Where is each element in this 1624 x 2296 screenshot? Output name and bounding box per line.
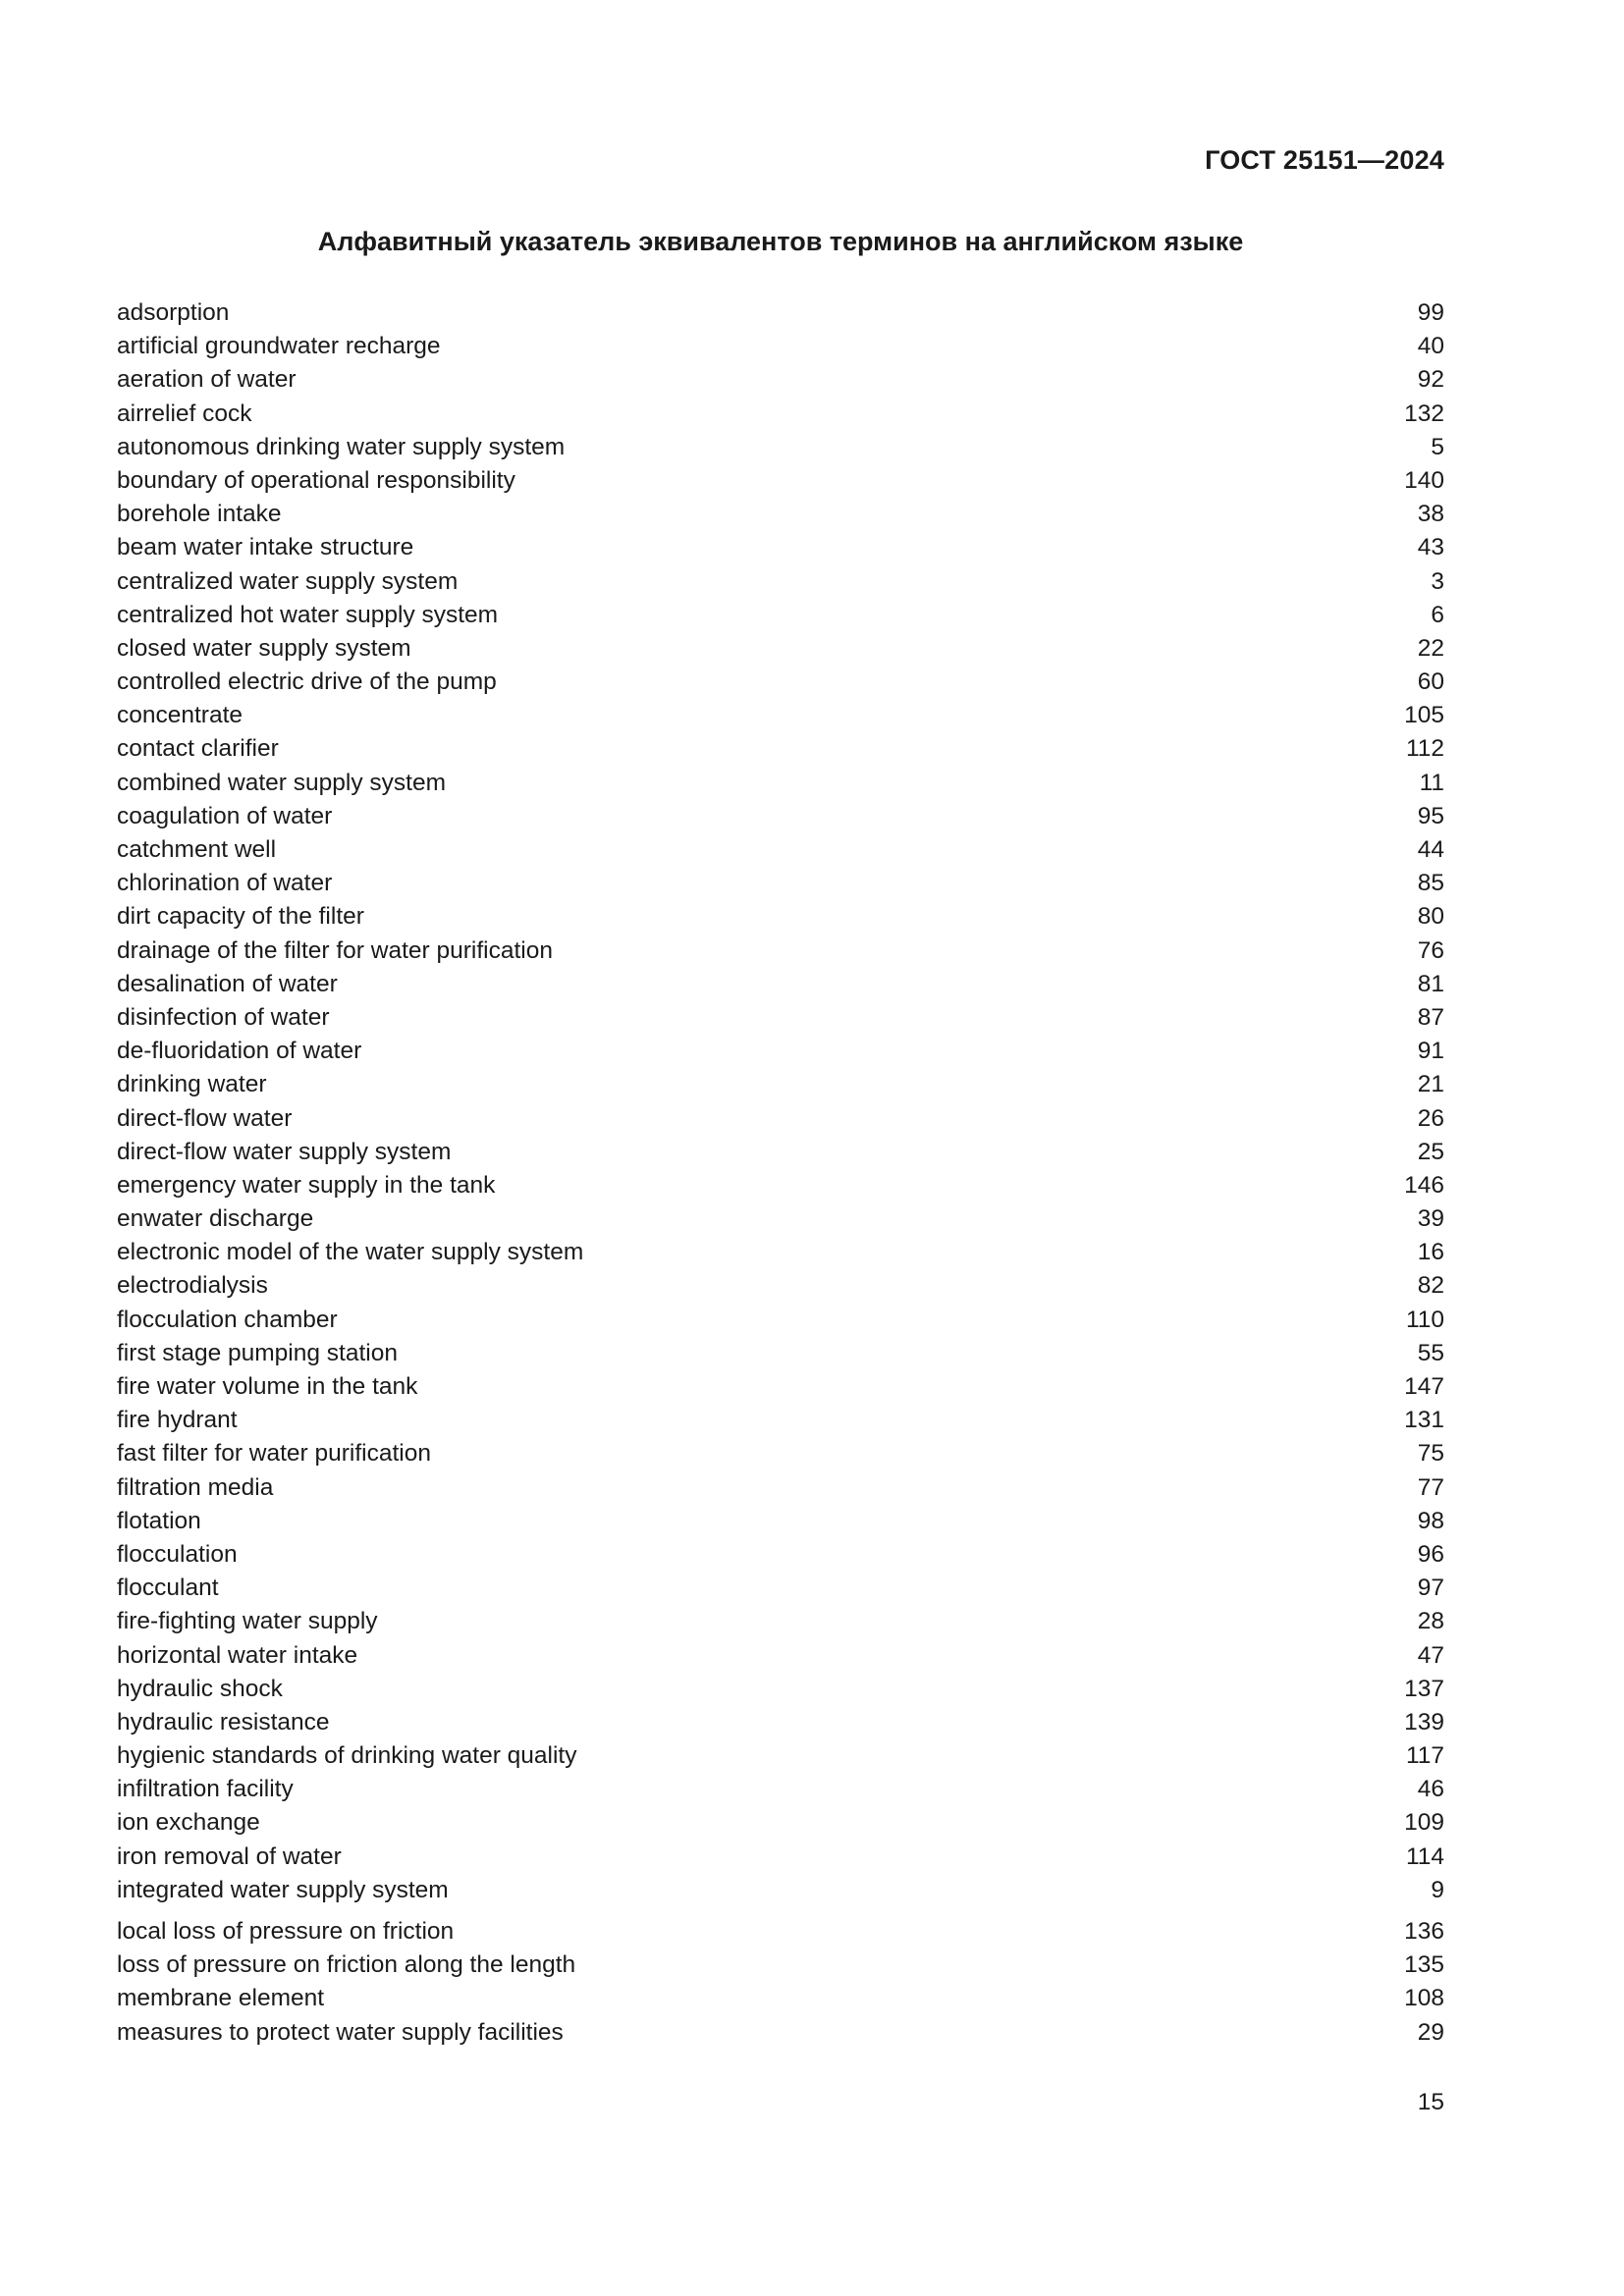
index-term-number: 5 [1431, 433, 1444, 460]
index-entry [117, 1806, 1444, 1840]
index-entry [117, 2016, 1444, 2050]
index-term-number: 28 [1417, 1608, 1444, 1635]
index-term: catchment well [117, 836, 277, 863]
index-term: controlled electric drive of the pump [117, 668, 497, 696]
index-entry [117, 1874, 1444, 1907]
index-term-number: 25 [1417, 1138, 1444, 1165]
index-term-number: 81 [1417, 970, 1444, 997]
index-term-number: 105 [1404, 702, 1444, 729]
index-term-number: 140 [1404, 466, 1444, 494]
index-entry [117, 968, 1444, 1001]
index-entry [117, 666, 1444, 699]
index-entry [117, 363, 1444, 397]
index-entry [117, 1236, 1444, 1269]
index-term-number: 146 [1404, 1171, 1444, 1199]
index-term: disinfection of water [117, 1003, 330, 1031]
index-term-number: 43 [1417, 534, 1444, 561]
index-term-number: 112 [1405, 735, 1444, 763]
index-entry [117, 1304, 1444, 1337]
index-entry [117, 1169, 1444, 1202]
index-entry [117, 1706, 1444, 1739]
index-term: beam water intake structure [117, 534, 414, 561]
index-term: flocculant [117, 1575, 219, 1602]
index-entry [117, 934, 1444, 968]
index-entry [117, 1035, 1444, 1068]
index-term-number: 40 [1417, 333, 1444, 360]
index-term-number: 9 [1431, 1876, 1444, 1903]
index-term: fire-fighting water supply [117, 1608, 378, 1635]
index-term-number: 91 [1417, 1038, 1444, 1065]
index-entry [117, 800, 1444, 833]
index-term: electronic model of the water supply system [117, 1239, 584, 1266]
index-entry [117, 1673, 1444, 1706]
term-index-list [117, 296, 1444, 2050]
index-term: direct-flow water supply system [117, 1138, 452, 1165]
index-term-number: 108 [1404, 1985, 1444, 2012]
index-term: centralized water supply system [117, 567, 459, 595]
index-term: closed water supply system [117, 634, 411, 662]
index-term-number: 132 [1404, 400, 1444, 427]
index-term-number: 96 [1417, 1540, 1444, 1568]
index-entry [117, 1949, 1444, 1982]
index-term: aeration of water [117, 366, 297, 394]
index-term: chlorination of water [117, 870, 333, 897]
index-term: autonomous drinking water supply system [117, 433, 566, 460]
index-term-number: 76 [1417, 936, 1444, 964]
index-entry [117, 1001, 1444, 1035]
index-entry [117, 531, 1444, 564]
index-entry [117, 900, 1444, 934]
index-term-number: 85 [1417, 870, 1444, 897]
page-number: 15 [1417, 2089, 1444, 2115]
index-term-number: 3 [1431, 567, 1444, 595]
index-term-number: 11 [1419, 769, 1444, 796]
index-entry [117, 867, 1444, 900]
index-term-number: 22 [1417, 634, 1444, 662]
index-term: infiltration facility [117, 1776, 294, 1803]
index-term-number: 38 [1417, 501, 1444, 528]
index-term-number: 136 [1404, 1918, 1444, 1945]
index-term-number: 97 [1417, 1575, 1444, 1602]
index-term: loss of pressure on friction along the length [117, 1951, 576, 1979]
index-term: fire hydrant [117, 1407, 238, 1434]
index-term-number: 77 [1417, 1473, 1444, 1501]
index-title: Алфавитный указатель эквивалентов терминов на английском языке [317, 227, 1244, 256]
index-term: filtration media [117, 1473, 274, 1501]
index-entry [117, 498, 1444, 531]
index-term-number: 92 [1417, 366, 1444, 394]
index-term: dirt capacity of the filter [117, 903, 364, 931]
index-term: boundary of operational responsibility [117, 466, 515, 494]
index-term-number: 21 [1417, 1071, 1444, 1098]
index-entry [117, 1505, 1444, 1538]
index-term-number: 109 [1404, 1809, 1444, 1837]
index-term: artificial groundwater recharge [117, 333, 441, 360]
index-term: centralized hot water supply system [117, 601, 499, 628]
index-term: drinking water [117, 1071, 267, 1098]
index-term: hydraulic shock [117, 1675, 283, 1702]
index-term: first stage pumping station [117, 1339, 398, 1366]
index-term-number: 135 [1404, 1951, 1444, 1979]
document-code: ГОСТ 25151—2024 [1205, 145, 1444, 175]
index-entry [117, 1068, 1444, 1101]
index-term-number: 137 [1404, 1675, 1444, 1702]
index-term-number: 80 [1417, 903, 1444, 931]
index-term: desalination of water [117, 970, 338, 997]
index-term-number: 98 [1417, 1507, 1444, 1534]
index-term: coagulation of water [117, 802, 333, 829]
index-term: direct-flow water [117, 1104, 293, 1132]
index-term-number: 139 [1404, 1708, 1444, 1735]
index-entry [117, 1202, 1444, 1236]
index-term-number: 95 [1417, 802, 1444, 829]
index-term: electrodialysis [117, 1272, 268, 1300]
index-entry [117, 1437, 1444, 1470]
index-entry [117, 565, 1444, 599]
index-term: local loss of pressure on friction [117, 1918, 455, 1945]
index-entry [117, 1915, 1444, 1949]
index-entry [117, 398, 1444, 431]
index-term: ion exchange [117, 1809, 260, 1837]
index-entry [117, 732, 1444, 766]
index-term: membrane element [117, 1985, 325, 2012]
index-entry [117, 1538, 1444, 1572]
index-entry [117, 1841, 1444, 1874]
index-entry [117, 1136, 1444, 1169]
index-term-number: 47 [1417, 1641, 1444, 1669]
index-term-number: 131 [1404, 1407, 1444, 1434]
index-entry [117, 1773, 1444, 1806]
index-entry [117, 296, 1444, 330]
index-term-number: 82 [1417, 1272, 1444, 1300]
index-term-number: 55 [1417, 1339, 1444, 1366]
index-entry [117, 1471, 1444, 1505]
index-term: de-fluoridation of water [117, 1038, 362, 1065]
index-entry [117, 1102, 1444, 1136]
index-term-number: 117 [1405, 1742, 1444, 1770]
index-term-number: 29 [1417, 2018, 1444, 2046]
index-entry [117, 1337, 1444, 1370]
index-term-number: 114 [1405, 1842, 1444, 1870]
index-entry [117, 599, 1444, 632]
index-entry [117, 1269, 1444, 1303]
index-term-number: 60 [1417, 668, 1444, 696]
index-entry [117, 767, 1444, 800]
index-term-number: 6 [1431, 601, 1444, 628]
index-term: integrated water supply system [117, 1876, 449, 1903]
index-entry [117, 1370, 1444, 1404]
index-term: airrelief cock [117, 400, 252, 427]
index-entry [117, 431, 1444, 464]
index-term: iron removal of water [117, 1842, 342, 1870]
index-term: concentrate [117, 702, 244, 729]
index-term-number: 99 [1417, 299, 1444, 326]
index-term-number: 87 [1417, 1003, 1444, 1031]
index-entry [117, 1982, 1444, 2015]
index-term: horizontal water intake [117, 1641, 358, 1669]
index-term-number: 16 [1417, 1239, 1444, 1266]
index-term-number: 75 [1417, 1440, 1444, 1468]
index-term: contact clarifier [117, 735, 279, 763]
index-term: hydraulic resistance [117, 1708, 330, 1735]
index-term: combined water supply system [117, 769, 446, 796]
index-term: enwater discharge [117, 1205, 314, 1233]
index-term: flocculation chamber [117, 1306, 338, 1333]
index-entry [117, 1739, 1444, 1773]
index-term-number: 39 [1417, 1205, 1444, 1233]
index-term-number: 147 [1404, 1373, 1444, 1400]
index-entry [117, 1605, 1444, 1638]
index-term: flotation [117, 1507, 201, 1534]
index-term: flocculation [117, 1540, 238, 1568]
index-entry [117, 632, 1444, 666]
index-entry [117, 1404, 1444, 1437]
index-term: fast filter for water purification [117, 1440, 431, 1468]
index-entry [117, 699, 1444, 732]
index-term: fire water volume in the tank [117, 1373, 418, 1400]
index-term: adsorption [117, 299, 230, 326]
index-entry [117, 1639, 1444, 1673]
index-term: borehole intake [117, 501, 282, 528]
index-term-number: 46 [1417, 1776, 1444, 1803]
index-term: drainage of the filter for water purification [117, 936, 553, 964]
index-term-number: 110 [1405, 1306, 1444, 1333]
index-term: hygienic standards of drinking water quality [117, 1742, 577, 1770]
index-term-number: 26 [1417, 1104, 1444, 1132]
index-term: measures to protect water supply facilities [117, 2018, 564, 2046]
index-entry [117, 833, 1444, 867]
index-term: emergency water supply in the tank [117, 1171, 496, 1199]
index-entry [117, 464, 1444, 498]
index-term-number: 44 [1417, 836, 1444, 863]
index-entry [117, 330, 1444, 363]
index-entry [117, 1572, 1444, 1605]
